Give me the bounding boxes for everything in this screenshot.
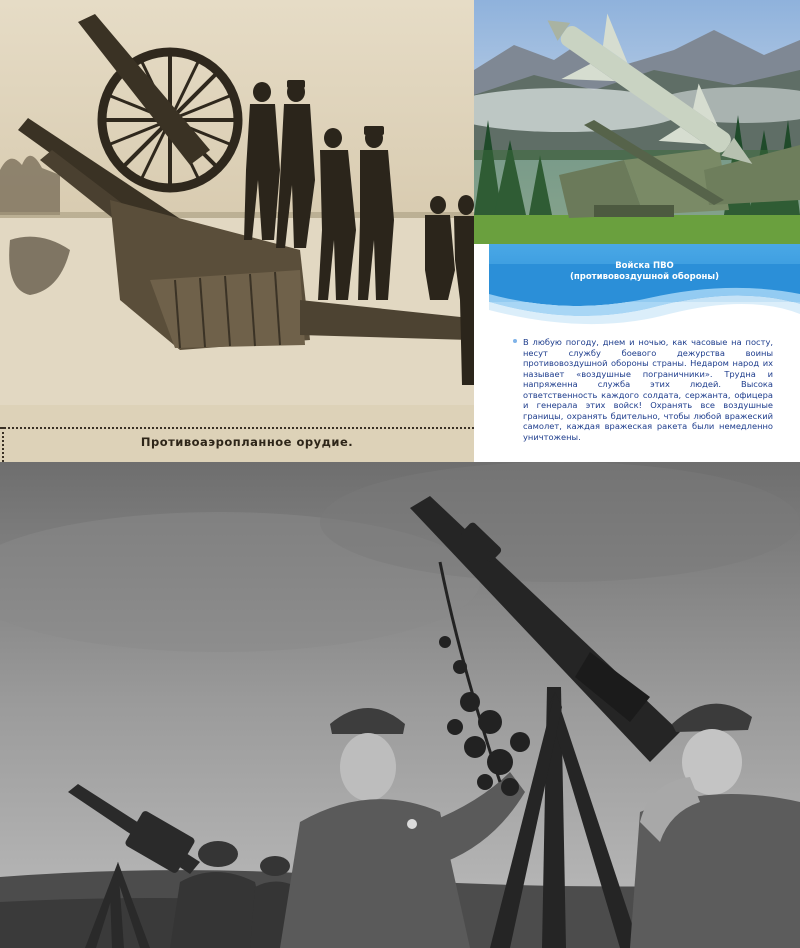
slide-title-line1: Войска ПВО [615,261,674,271]
bullet-icon [513,339,517,343]
slide-title [489,261,800,283]
dotted-border-top [0,427,474,429]
presentation-slide [489,244,800,462]
photo-caption-strip [0,405,474,462]
dotted-border-left [2,427,4,462]
slide-title-line2: (противовоздушной обороны) [570,272,719,282]
machine-gun-crew-photo [0,462,800,948]
bw-photo-illustration [0,462,800,948]
slide-body-text: В любую погоду, днем и ночью, как часовые на посту, несут службу боевого дежурства воины противовоздушной обороны страны. Недаром народ их называет «воздушные пограничники». Трудна и напряженна служба этих людей. Высока ответственность каждого солдата, сержанта, офицера и генерала этих войск! Охранять все воздушные границы, охранять бдительно, чтобы любой вражеский самолет, каждая вражеская ракета были немедленно уничтожены. [523,337,773,442]
photo-caption: Противоаэропланное орудие. [140,435,354,449]
missile-photo-illustration [474,0,800,244]
sepia-photo-illustration [0,0,474,405]
archival-antiaircraft-gun-photo [0,0,474,462]
missile-launcher-photo [474,0,800,244]
